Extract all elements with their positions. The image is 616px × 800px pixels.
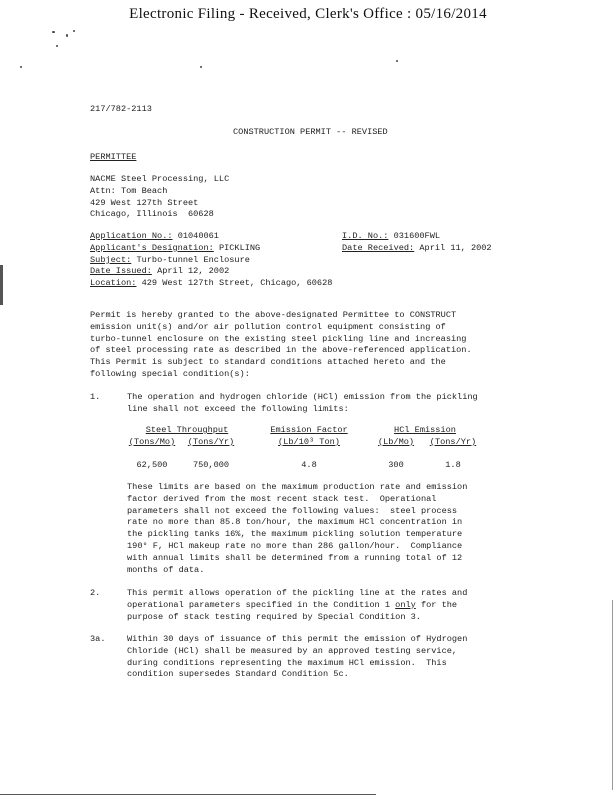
condition-1-details (127, 482, 547, 576)
paragraph-line: following special condition(s): (90, 368, 250, 379)
address-line: Attn: Tom Beach (90, 185, 168, 196)
scan-speck (396, 60, 398, 62)
condition-line (127, 600, 547, 612)
condition-line: the pickling tanks 16%, the maximum pickling solution temperature (127, 529, 463, 540)
condition-line: rate no more than 85.8 ton/hour, the maximum HCl concentration in (127, 517, 463, 528)
table-cell: 750,000 (192, 460, 230, 470)
condition-3a-text (127, 634, 547, 681)
document-title: CONSTRUCTION PERMIT -- REVISED (233, 127, 388, 137)
condition-line: during conditions representing the maximum HCl emission. This (127, 657, 447, 668)
address-line: 429 West 127th Street (90, 197, 199, 208)
date-issued-row (90, 266, 332, 278)
condition-text: for the (415, 599, 458, 610)
table-cell: 4.8 (301, 460, 317, 470)
scan-speck (56, 45, 58, 47)
table-cell: 62,500 (136, 460, 168, 470)
designation-value: PICKLING (218, 242, 261, 253)
subject-label: Subject: (90, 254, 132, 265)
condition-line: months of data. (127, 564, 205, 575)
paragraph-line: emission unit(s) and/or air pollution control equipment consisting of (90, 321, 446, 332)
permittee-address (90, 174, 229, 221)
scan-right-edge (612, 600, 613, 790)
paragraph-line: turbo-tunnel enclosure on the existing steel pickling line and increasing (90, 333, 467, 344)
location-row (90, 278, 332, 290)
condition-line: purpose of stack testing required by Special Condition 3. (127, 611, 421, 622)
paragraph-line: of steel processing rate as described in the above-referenced application. (90, 345, 472, 356)
permit-grant-paragraph (90, 310, 540, 381)
filing-stamp-header: Electronic Filing - Received, Clerk's Office : 05/16/2014 (129, 6, 487, 22)
condition-line: line shall not exceed the following limits: (127, 403, 349, 414)
id-number-row (342, 231, 492, 243)
emission-limits-table (125, 425, 495, 475)
designation-label: Applicant's Designation: (90, 242, 214, 253)
date-issued-label: Date Issued: (90, 266, 152, 277)
condition-line: These limits are based on the maximum production rate and emission (127, 482, 468, 492)
address-line: NACME Steel Processing, LLC (90, 174, 230, 184)
condition-line: The operation and hydrogen chloride (HCl) emission from the pickling (127, 392, 478, 402)
condition-line: This permit allows operation of the pickling line at the rates and (127, 588, 468, 598)
date-received-row (342, 243, 492, 255)
paragraph-line: Permit is hereby granted to the above-designated Permittee to CONSTRUCT (90, 310, 457, 320)
permit-fields-left (90, 231, 332, 290)
emission-factor-unit-header: (Lb/10³ Ton) (278, 437, 340, 447)
tons-per-year-header: (Tons/Yr) (187, 437, 235, 447)
id-number-value: 031600FWL (393, 231, 441, 241)
table-cell: 1.8 (445, 460, 461, 470)
designation-row (90, 243, 332, 255)
condition-1-number: 1. (90, 392, 101, 402)
emission-factor-header: Emission Factor (270, 425, 348, 435)
hcl-tons-per-year-header: (Tons/Yr) (429, 437, 477, 447)
condition-line: condition supersedes Standard Condition 5c. (127, 669, 349, 680)
location-label: Location: (90, 278, 137, 289)
hcl-emission-header: HCl Emission (394, 425, 456, 435)
application-number-label: Application No.: (90, 231, 173, 241)
condition-text: operational parameters specified in the Condition 1 (127, 599, 396, 610)
scan-speck (66, 34, 68, 37)
date-received-label: Date Received: (342, 242, 415, 253)
address-line: Chicago, Illinois 60628 (90, 209, 214, 220)
application-number-row (90, 231, 332, 243)
date-issued-value: April 12, 2002 (157, 266, 230, 277)
subject-value: Turbo-tunnel Enclosure (136, 254, 250, 265)
lb-per-month-header: (Lb/Mo) (377, 437, 415, 447)
application-number-value: 01040061 (177, 231, 219, 241)
condition-3a-number: 3a. (90, 634, 106, 644)
date-received-value: April 11, 2002 (419, 242, 492, 253)
location-value: 429 West 127th Street, Chicago, 60628 (141, 278, 333, 289)
condition-line: Chloride (HCl) shall be measured by an approved testing service, (127, 645, 458, 656)
condition-1-intro (127, 392, 547, 416)
scan-edge-mark (0, 265, 3, 305)
condition-line: parameters shall not exceed the following values: steel process (127, 505, 458, 516)
tons-per-month-header: (Tons/Mo) (128, 437, 176, 447)
id-number-label: I.D. No.: (342, 231, 389, 241)
emphasis-only: only (395, 599, 416, 610)
scan-speck (200, 66, 202, 68)
table-cell: 300 (388, 460, 404, 470)
paragraph-line: This Permit is subject to standard conditions attached hereto and the (90, 357, 446, 368)
condition-line: factor derived from the most recent stack test. Operational (127, 493, 437, 504)
scan-speck (73, 30, 75, 32)
condition-line: 190° F, HCl makeup rate no more than 286 gallon/hour. Compliance (127, 540, 463, 551)
condition-2-text (127, 588, 547, 623)
condition-line: Within 30 days of issuance of this permit the emission of Hydrogen (127, 634, 468, 644)
permittee-label: PERMITTEE (90, 152, 137, 162)
scan-speck (52, 31, 55, 33)
condition-2-number: 2. (90, 588, 101, 598)
steel-throughput-header: Steel Throughput (145, 425, 229, 435)
subject-row (90, 255, 332, 267)
permit-fields-right (342, 231, 492, 255)
phone-number: 217/782-2113 (90, 104, 152, 114)
scan-bottom-rule (0, 794, 376, 795)
condition-line: with annual limits shall be determined from a running total of 12 (127, 552, 463, 563)
scan-speck (20, 66, 22, 68)
